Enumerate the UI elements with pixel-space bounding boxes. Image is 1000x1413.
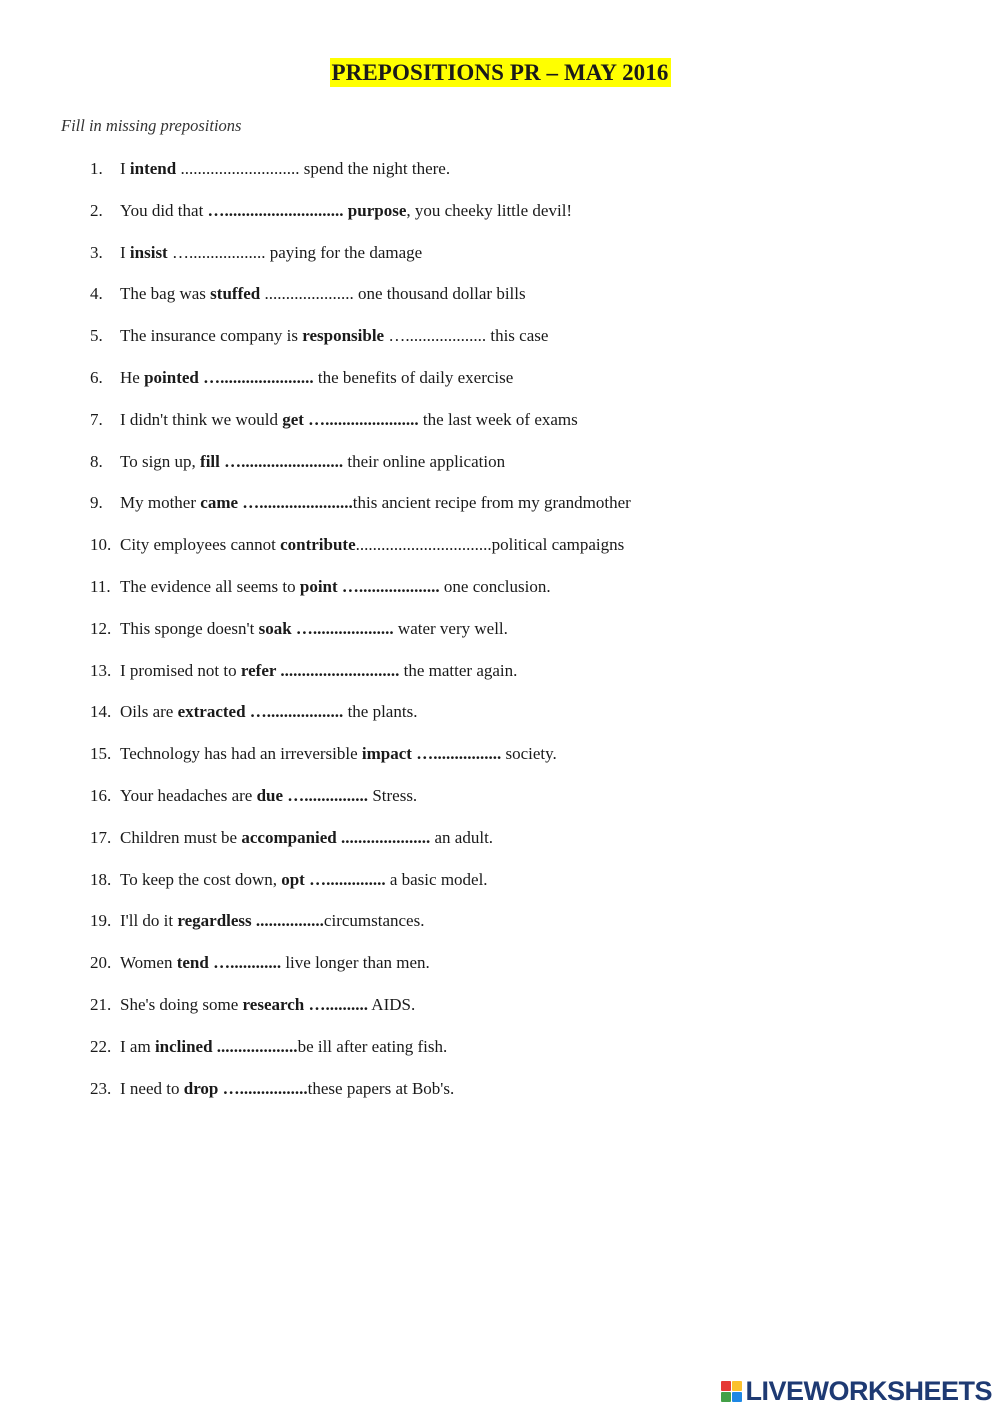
- question-number: 10.: [90, 535, 112, 555]
- page-title: PREPOSITIONS PR – MAY 2016: [331, 60, 669, 85]
- question-fragment: …................... this case: [384, 326, 549, 346]
- question-keyword: fill …........................: [200, 451, 344, 471]
- question-text: [120, 242, 422, 264]
- question-keyword: research …..........: [242, 994, 368, 1014]
- question-fragment: I'll do it: [120, 911, 178, 931]
- question-item: [0, 451, 1000, 493]
- question-fragment: live longer than men.: [281, 953, 430, 973]
- liveworksheets-logo: [721, 1378, 992, 1405]
- question-number: 7.: [90, 409, 103, 429]
- question-fragment: society.: [501, 744, 557, 764]
- question-fragment: This sponge doesn't: [120, 618, 259, 638]
- question-fragment: ............................ spend the night there.: [176, 159, 451, 178]
- question-number: 5.: [90, 326, 103, 346]
- question-number: 4.: [90, 284, 103, 304]
- question-text: [120, 827, 493, 849]
- question-number: 11.: [90, 576, 111, 596]
- question-number: 23.: [90, 1078, 112, 1098]
- question-item: [0, 785, 1000, 827]
- question-text: [120, 158, 450, 180]
- title-container: [0, 58, 1000, 87]
- question-item: [0, 242, 1000, 284]
- question-text: [120, 576, 551, 598]
- question-text: [120, 952, 430, 974]
- logo-text: LIVEWORKSHEETS: [745, 1376, 992, 1406]
- question-text: [120, 534, 624, 556]
- question-fragment: ..................... one thousand dollar bills: [260, 284, 526, 304]
- question-number: 14.: [90, 702, 112, 722]
- question-item: [0, 325, 1000, 367]
- question-item: [0, 200, 1000, 242]
- question-number: 6.: [90, 367, 103, 387]
- question-text: [120, 660, 517, 682]
- logo-block: [732, 1392, 742, 1402]
- question-keyword: soak …...................: [258, 618, 394, 638]
- question-keyword: get …......................: [282, 409, 419, 429]
- question-text: [120, 785, 417, 807]
- question-keyword: inclined ...................: [154, 1036, 298, 1056]
- question-keyword: impact …................: [361, 744, 502, 764]
- question-text: [120, 451, 505, 473]
- liveworksheets-logo-icon: [721, 1381, 742, 1402]
- question-fragment: ….................. paying for the damage: [167, 242, 423, 262]
- question-item: [0, 660, 1000, 702]
- question-item: [0, 701, 1000, 743]
- question-fragment: Oils are: [120, 702, 178, 722]
- question-fragment: water very well.: [393, 618, 508, 638]
- question-keyword: contribute: [280, 535, 356, 555]
- question-number: 17.: [90, 827, 112, 847]
- question-keyword: came …......................: [200, 493, 353, 513]
- question-number: 18.: [90, 869, 112, 889]
- question-item: [0, 994, 1000, 1036]
- question-keyword: due …...............: [256, 785, 369, 805]
- question-fragment: ................................political campaigns: [355, 535, 625, 555]
- question-fragment: the plants.: [343, 702, 418, 722]
- question-item: [0, 952, 1000, 994]
- question-fragment: He: [120, 367, 145, 387]
- question-text: [120, 409, 578, 431]
- question-fragment: the benefits of daily exercise: [313, 367, 514, 387]
- question-fragment: I am: [120, 1036, 155, 1056]
- question-text: [120, 1078, 454, 1100]
- question-list: [0, 158, 1000, 1119]
- question-text: [120, 869, 488, 891]
- question-fragment: I: [120, 242, 130, 262]
- question-text: [120, 743, 557, 765]
- question-fragment: Women: [120, 953, 177, 973]
- question-item: [0, 910, 1000, 952]
- question-number: 15.: [90, 744, 112, 764]
- question-fragment: I need to: [120, 1078, 184, 1098]
- question-item: [0, 1036, 1000, 1078]
- question-keyword: regardless ................: [177, 911, 324, 931]
- question-number: 20.: [90, 953, 112, 973]
- question-fragment: Your headaches are: [120, 785, 257, 805]
- instructions: Fill in missing prepositions: [61, 116, 242, 135]
- question-item: [0, 283, 1000, 325]
- question-number: 12.: [90, 618, 112, 638]
- question-number: 16.: [90, 785, 112, 805]
- question-fragment: , you cheeky little devil!: [406, 200, 573, 220]
- question-fragment: To sign up,: [120, 451, 201, 471]
- question-fragment: City employees cannot: [120, 535, 281, 555]
- question-item: [0, 618, 1000, 660]
- question-fragment: I promised not to: [120, 660, 241, 680]
- question-text: [120, 1036, 447, 1058]
- question-text: [120, 325, 548, 347]
- question-item: [0, 827, 1000, 869]
- question-keyword: point …...................: [299, 576, 440, 596]
- question-number: 22.: [90, 1036, 112, 1056]
- question-fragment: AIDS.: [367, 994, 416, 1014]
- logo-block: [721, 1392, 731, 1402]
- question-fragment: You did that: [120, 200, 208, 220]
- question-fragment: the last week of exams: [418, 409, 578, 429]
- question-keyword: responsible: [302, 326, 385, 346]
- question-keyword: tend …............: [176, 953, 282, 973]
- question-fragment: this ancient recipe from my grandmother: [352, 493, 631, 513]
- question-fragment: To keep the cost down,: [120, 869, 282, 889]
- question-fragment: be ill after eating fish.: [297, 1036, 448, 1056]
- question-keyword: stuffed: [210, 284, 261, 304]
- question-keyword: drop …................: [183, 1078, 308, 1098]
- question-fragment: a basic model.: [385, 869, 488, 889]
- question-number: 1.: [90, 159, 103, 178]
- question-text: [120, 283, 526, 305]
- question-text: [120, 200, 572, 222]
- question-item: [0, 1078, 1000, 1120]
- question-fragment: The insurance company is: [120, 326, 303, 346]
- question-fragment: their online application: [343, 451, 506, 471]
- question-keyword: …............................ purpose: [207, 200, 407, 220]
- question-text: [120, 994, 415, 1016]
- question-item: [0, 743, 1000, 785]
- logo-block: [721, 1381, 731, 1391]
- question-text: [120, 701, 417, 723]
- question-item: [0, 158, 1000, 200]
- question-keyword: extracted …..................: [177, 702, 344, 722]
- question-item: [0, 534, 1000, 576]
- question-keyword: intend: [129, 159, 177, 178]
- question-fragment: Stress.: [368, 785, 418, 805]
- question-fragment: I: [120, 159, 130, 178]
- question-item: [0, 492, 1000, 534]
- question-keyword: pointed …......................: [144, 367, 314, 387]
- question-fragment: The evidence all seems to: [120, 576, 300, 596]
- question-fragment: one conclusion.: [439, 576, 551, 596]
- question-number: 13.: [90, 660, 112, 680]
- question-fragment: My mother: [120, 493, 201, 513]
- question-fragment: I didn't think we would: [120, 409, 283, 429]
- question-fragment: an adult.: [430, 827, 494, 847]
- question-fragment: Technology has had an irreversible: [120, 744, 362, 764]
- question-item: [0, 869, 1000, 911]
- question-number: 9.: [90, 493, 103, 513]
- question-number: 21.: [90, 994, 112, 1014]
- question-number: 19.: [90, 911, 112, 931]
- question-fragment: these papers at Bob's.: [307, 1078, 455, 1098]
- question-keyword: insist: [129, 242, 168, 262]
- question-number: 2.: [90, 200, 103, 220]
- question-keyword: accompanied .....................: [241, 827, 431, 847]
- question-keyword: refer ............................: [240, 660, 400, 680]
- question-number: 8.: [90, 451, 103, 471]
- question-item: [0, 367, 1000, 409]
- question-fragment: She's doing some: [120, 994, 243, 1014]
- question-item: [0, 409, 1000, 451]
- question-text: [120, 492, 631, 514]
- question-item: [0, 576, 1000, 618]
- question-fragment: circumstances.: [323, 911, 425, 931]
- question-number: 3.: [90, 242, 103, 262]
- question-fragment: The bag was: [120, 284, 211, 304]
- question-fragment: the matter again.: [399, 660, 518, 680]
- question-text: [120, 910, 424, 932]
- question-keyword: opt …..............: [281, 869, 386, 889]
- question-text: [120, 367, 513, 389]
- question-text: [120, 618, 508, 640]
- question-fragment: Children must be: [120, 827, 242, 847]
- logo-block: [732, 1381, 742, 1391]
